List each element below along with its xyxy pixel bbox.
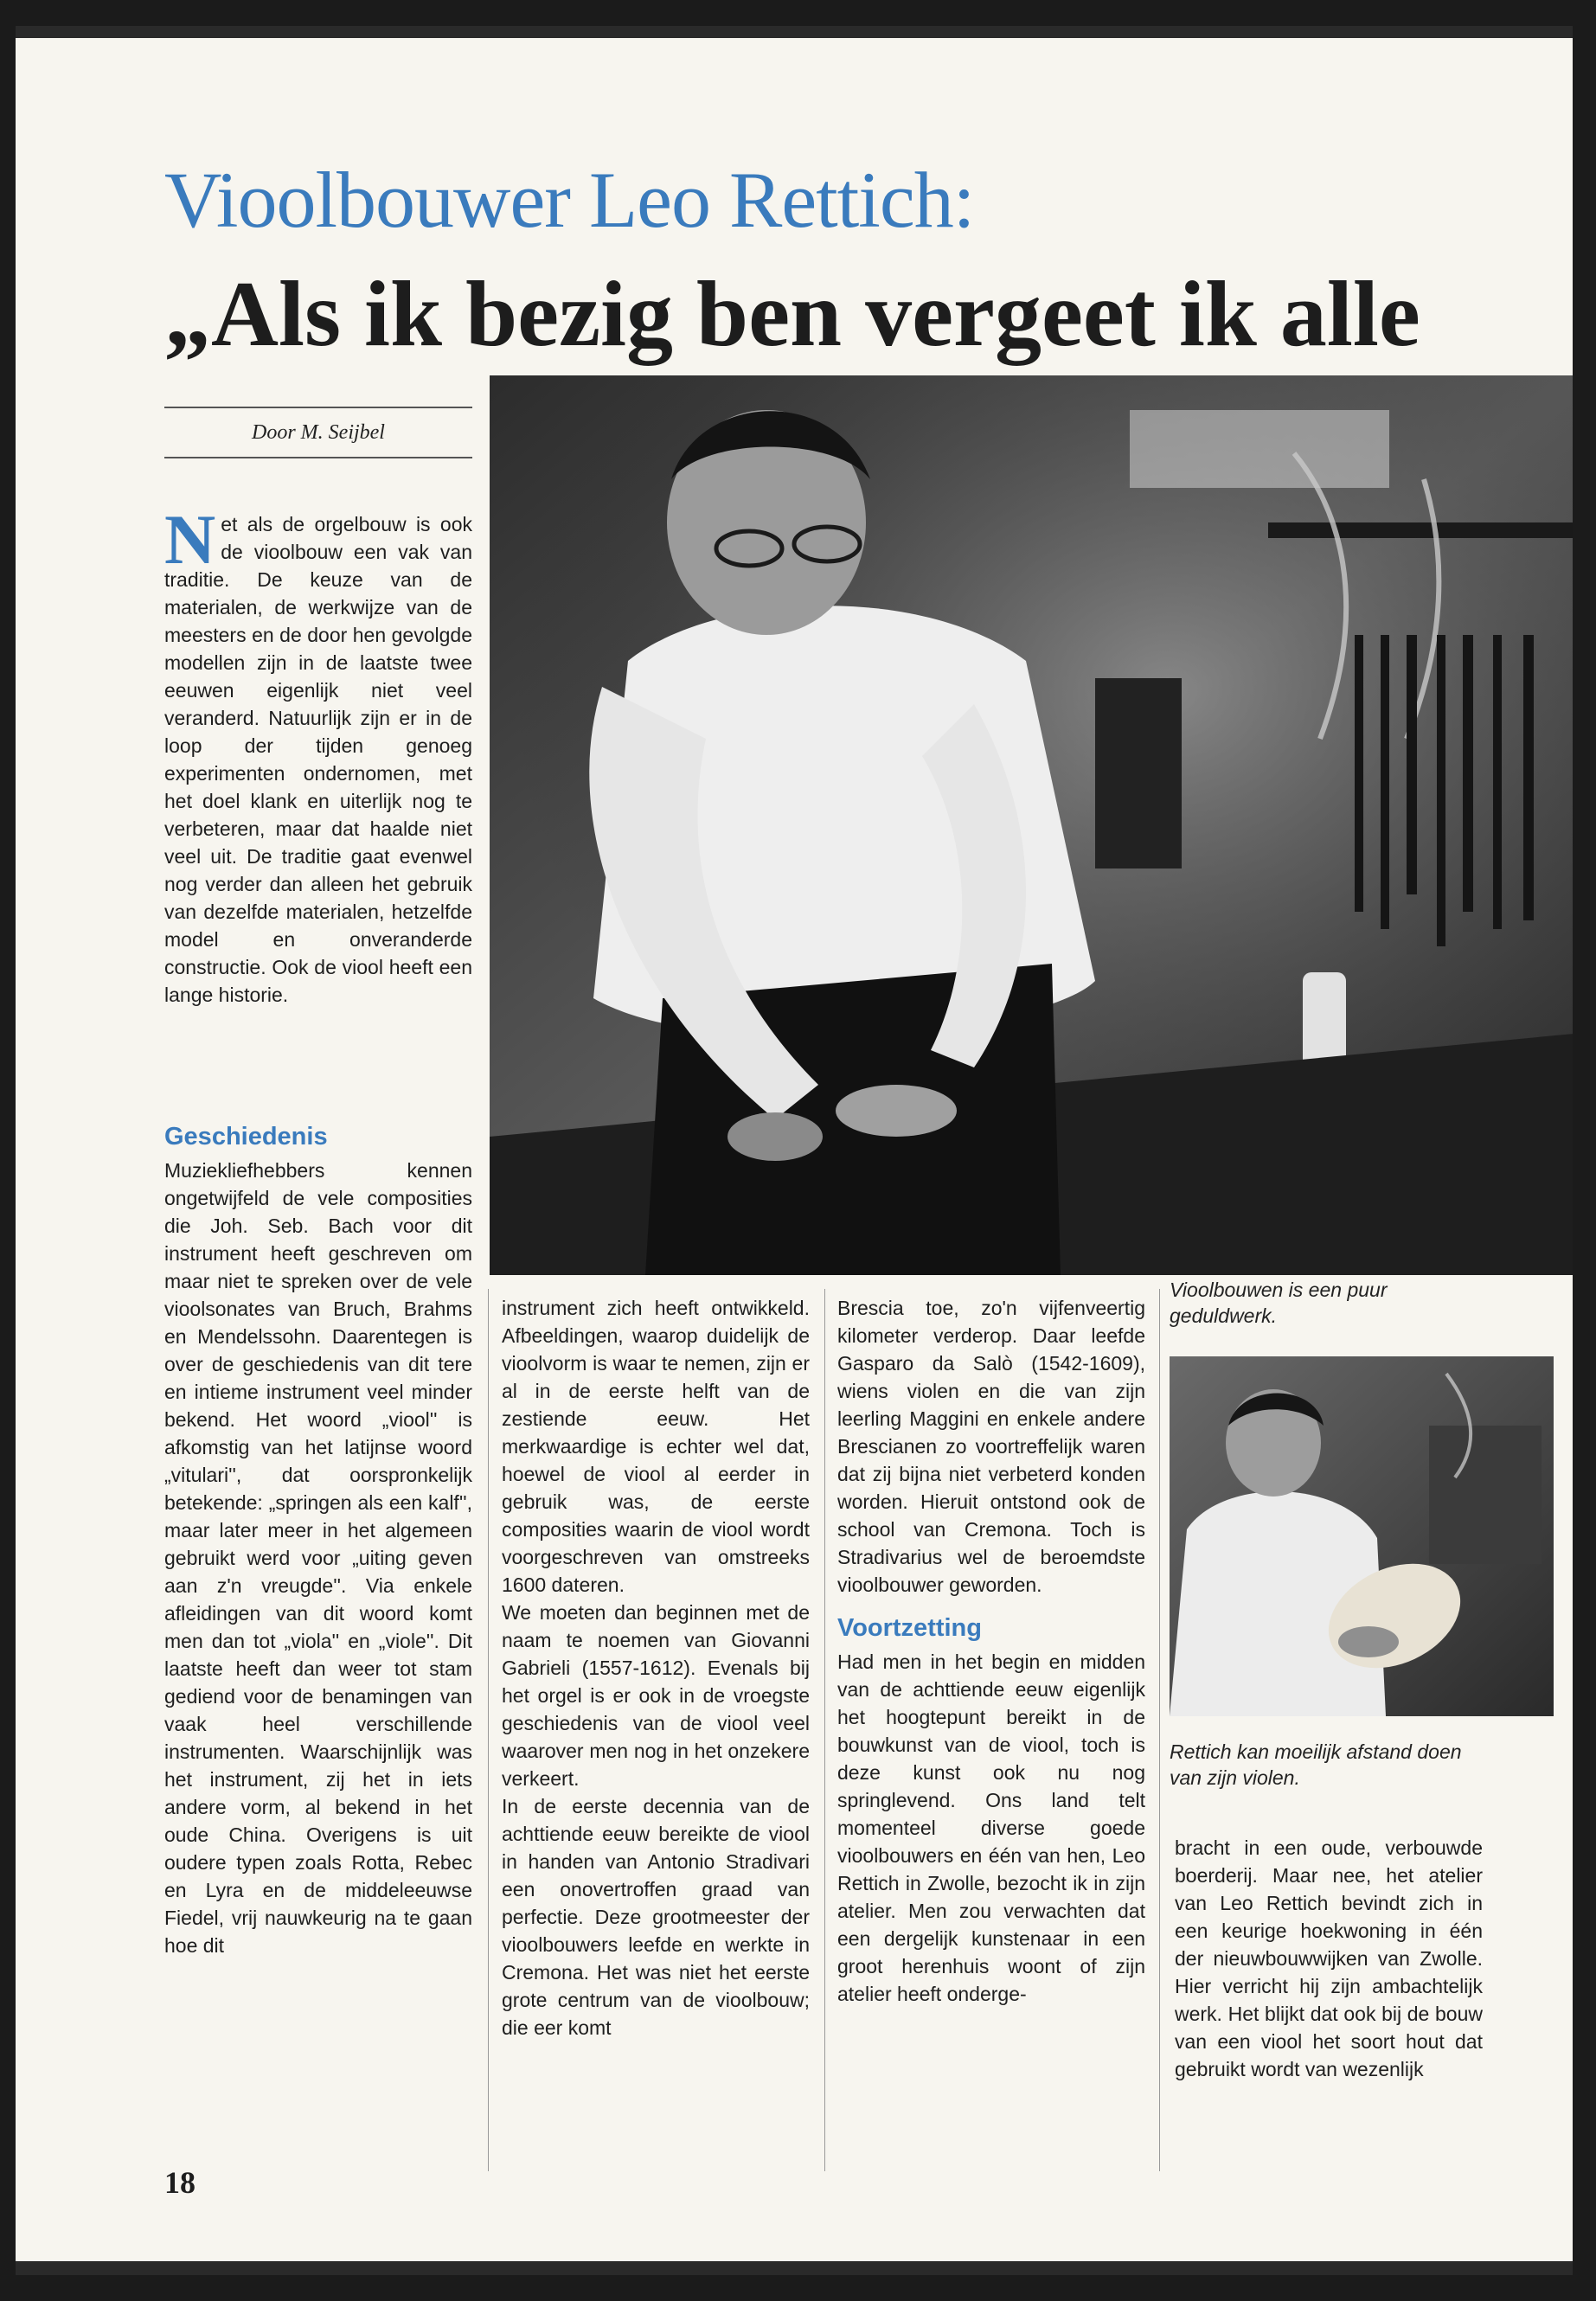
- main-photo-violin-maker: [490, 375, 1573, 1275]
- column-divider-1: [488, 1289, 489, 2171]
- column-1: [164, 1107, 472, 1959]
- byline: [164, 407, 472, 458]
- magazine-page: [16, 26, 1573, 2275]
- workshop-photo-illustration: [490, 375, 1573, 1275]
- photo-caption-2: Rettich kan moeilijk afstand doen van zijn violen.: [1170, 1740, 1462, 1789]
- history-text: Muziekliefhebbers kennen ongetwijfeld de vele composities die Joh. Seb. Bach voor dit instrument heeft geschreven om maar niet te spreken over de vele vioolsonates van Bruch, Brahms en Mendelssohn. Daarentegen is over de geschiedenis van dit tere en intieme instrument veel minder bekend. Het woord „viool'' is afkomstig van het latijnse woord „vitulari'', dat oorspronkelijk betekende: „springen als een kalf'', maar later meer in het algemeen gebruikt werd voor „uiting geven aan z'n vreugde''. Via enkele afleidingen van dit woord komt men dan tot „viola'' en „viole''. Dit laatste heeft dan weer tot stam gediend voor de benamingen van vaak heel verschillende instrumenten. Waarschijnlijk was het instrument, zij het in iets andere vorm, al bekend in het oude China. Overigens is uit oudere typen zoals Rotta, Rebec en Lyra en de middeleeuwse Fiedel, vrij nauwkeurig na te gaan hoe dit: [164, 1159, 472, 1957]
- article-title-line-2: „Als ik bezig ben vergeet ik alle: [164, 263, 1420, 366]
- col3-paragraph-1: Brescia toe, zo'n vijfenveertig kilometer verderop. Daar leefde Gasparo da Salò (1542-1609), wiens violen en die van zijn leerling Maggini en enkele andere Brescianen zo voortreffelijk waren dat zij bijna niet verbeterd konden worden. Hieruit ontstond ook de school van Cremona. Toch is Stradivarius wel de beroemdste vioolbouwer geworden.: [837, 1297, 1145, 1596]
- intro-paragraph: [164, 500, 472, 1009]
- violin-photo-illustration: [1170, 1356, 1554, 1716]
- col2-paragraph-3: In de eerste decennia van de achttiende eeuw bereikte de viool in handen van Antonio Stradivari een onovertroffen graad van perfectie. Deze grootmeester der vioolbouwers leefde en werkte in Cremona. Het was niet het eerste grote centrum van de vioolbouw; die eer komt: [502, 1795, 810, 2039]
- drop-cap: N: [164, 500, 216, 579]
- section-heading-geschiedenis: Geschiedenis: [164, 1123, 328, 1150]
- article-title-line-1: Vioolbouwer Leo Rettich:: [164, 156, 975, 244]
- section-heading-voortzetting: Voortzetting: [837, 1614, 982, 1642]
- col2-paragraph-2: We moeten dan beginnen met de naam te noemen van Giovanni Gabrieli (1557-1612). Evenals bij het orgel is er ook in de vroegste geschiedenis van de viool veel waarover men nog in het onzekere verkeert.: [502, 1601, 810, 1790]
- column-3: [837, 1294, 1145, 2008]
- intro-text: et als de orgelbouw is ook de vioolbouw een vak van traditie. De keuze van de materialen, de werkwijze van de meesters en de door hen gevolgde modellen zijn in de laatste twee eeuwen eigenlijk niet veel veranderd. Natuurlijk zijn er in de loop der tijden genoeg experimenten ondernomen, met het doel klank en uiterlijk nog te verbeteren, maar dat haalde niet veel uit. De traditie gaat evenwel nog verder dan alleen het gebruik van dezelfde materialen, hetzelfde model en onveranderde constructie. Ook de viool heeft een lange historie.: [164, 513, 472, 1006]
- col2-paragraph-1: instrument zich heeft ontwikkeld. Afbeeldingen, waarop duidelijk de vioolvorm is waar te nemen, zijn er al in de eerste helft van de zestiende eeuw. Het merkwaardige is echter wel dat, hoewel de viool al eerder in gebruik was, de eerste composities waarin de viool wordt voorgeschreven van omstreeks 1600 dateren.: [502, 1297, 810, 1596]
- column-2: [502, 1294, 810, 2041]
- top-border: [16, 26, 1573, 38]
- column-divider-3: [1159, 1289, 1160, 2171]
- column-divider-2: [824, 1289, 825, 2171]
- col3-paragraph-2: Had men in het begin en midden van de achttiende eeuw eigenlijk het hoogtepunt bereikt in de bouwkunst van de viool, toch is deze kunst ook nu nog springlevend. Ons land telt momenteel diverse goede vioolbouwers en één van hen, Leo Rettich in Zwolle, bezocht ik in zijn atelier. Men zou verwachten dat een dergelijk kunstenaar in een groot herenhuis woont of zijn atelier heeft onderge-: [837, 1650, 1145, 2005]
- page-number: 18: [164, 2165, 195, 2200]
- photo-caption-1: Vioolbouwen is een puur geduldwerk.: [1170, 1279, 1388, 1327]
- byline-text: Door M. Seijbel: [252, 420, 385, 444]
- col4-paragraph-1: bracht in een oude, verbouwde boerderij. Maar nee, het atelier van Leo Rettich bevindt zich in een keurige hoekwoning in één der nieuwbouwwijken van Zwolle. Hier verricht hij zijn ambachtelijk werk. Het blijkt dat ook bij de bouw van een viool het soort hout dat gebruikt wordt van wezenlijk: [1175, 1836, 1483, 2080]
- column-4: [1175, 1834, 1483, 2083]
- bottom-border: [16, 2261, 1573, 2275]
- small-photo-violin-maker: [1170, 1356, 1554, 1716]
